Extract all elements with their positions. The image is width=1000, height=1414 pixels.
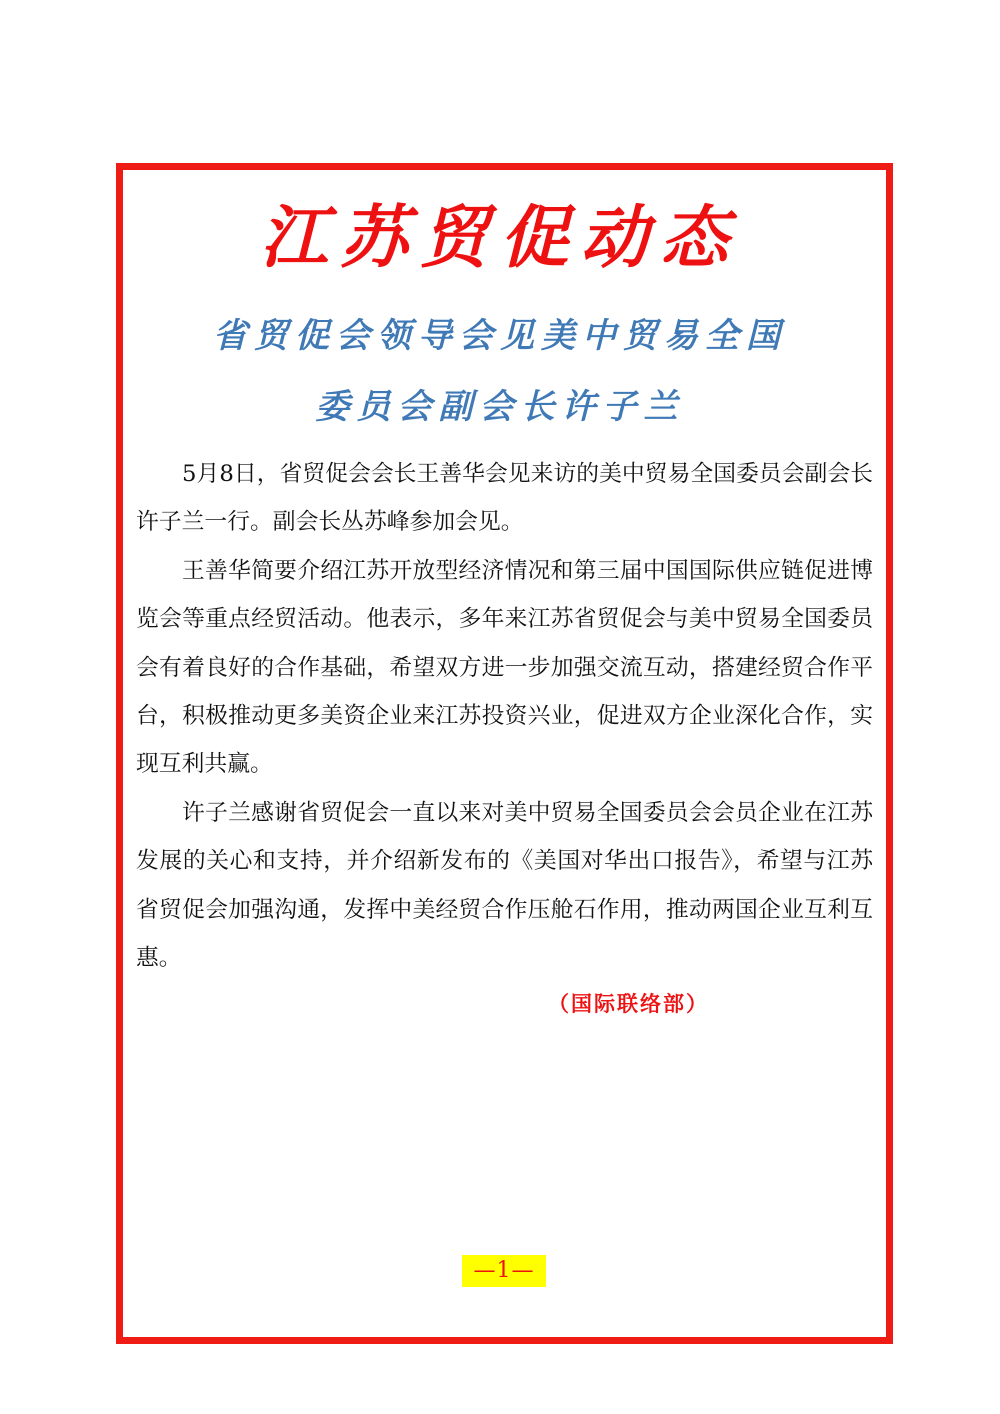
article-headline-line-1: 省贸促会领导会见美中贸易全国 (213, 316, 787, 356)
masthead-title: 江苏贸促动态 (259, 198, 740, 278)
article-headline-line-2: 委员会副会长许子兰 (315, 387, 685, 427)
article-paragraph: 5月8日，省贸促会会长王善华会见来访的美中贸易全国委员会副会长许子兰一行。副会长丛苏峰参加会见。 (136, 461, 873, 536)
article-body (136, 450, 873, 982)
article-source: （国际联络部） (548, 992, 709, 1016)
article-paragraph: 许子兰感谢省贸促会一直以来对美中贸易全国委员会会员企业在江苏发展的关心和支持，并介绍新发布的《美国对华出口报告》，希望与江苏省贸促会加强沟通，发挥中美经贸合作压舱石作用，推动两国企业互利互惠。 (136, 799, 873, 972)
page-number: —1— (462, 1255, 546, 1287)
article-paragraph: 王善华简要介绍江苏开放型经济情况和第三届中国国际供应链促进博览会等重点经贸活动。他表示，多年来江苏省贸促会与美中贸易全国委员会有着良好的合作基础，希望双方进一步加强交流互动，搭建经贸合作平台，积极推动更多美资企业来江苏投资兴业，促进双方企业深化合作，实现互利共赢。 (136, 557, 873, 778)
